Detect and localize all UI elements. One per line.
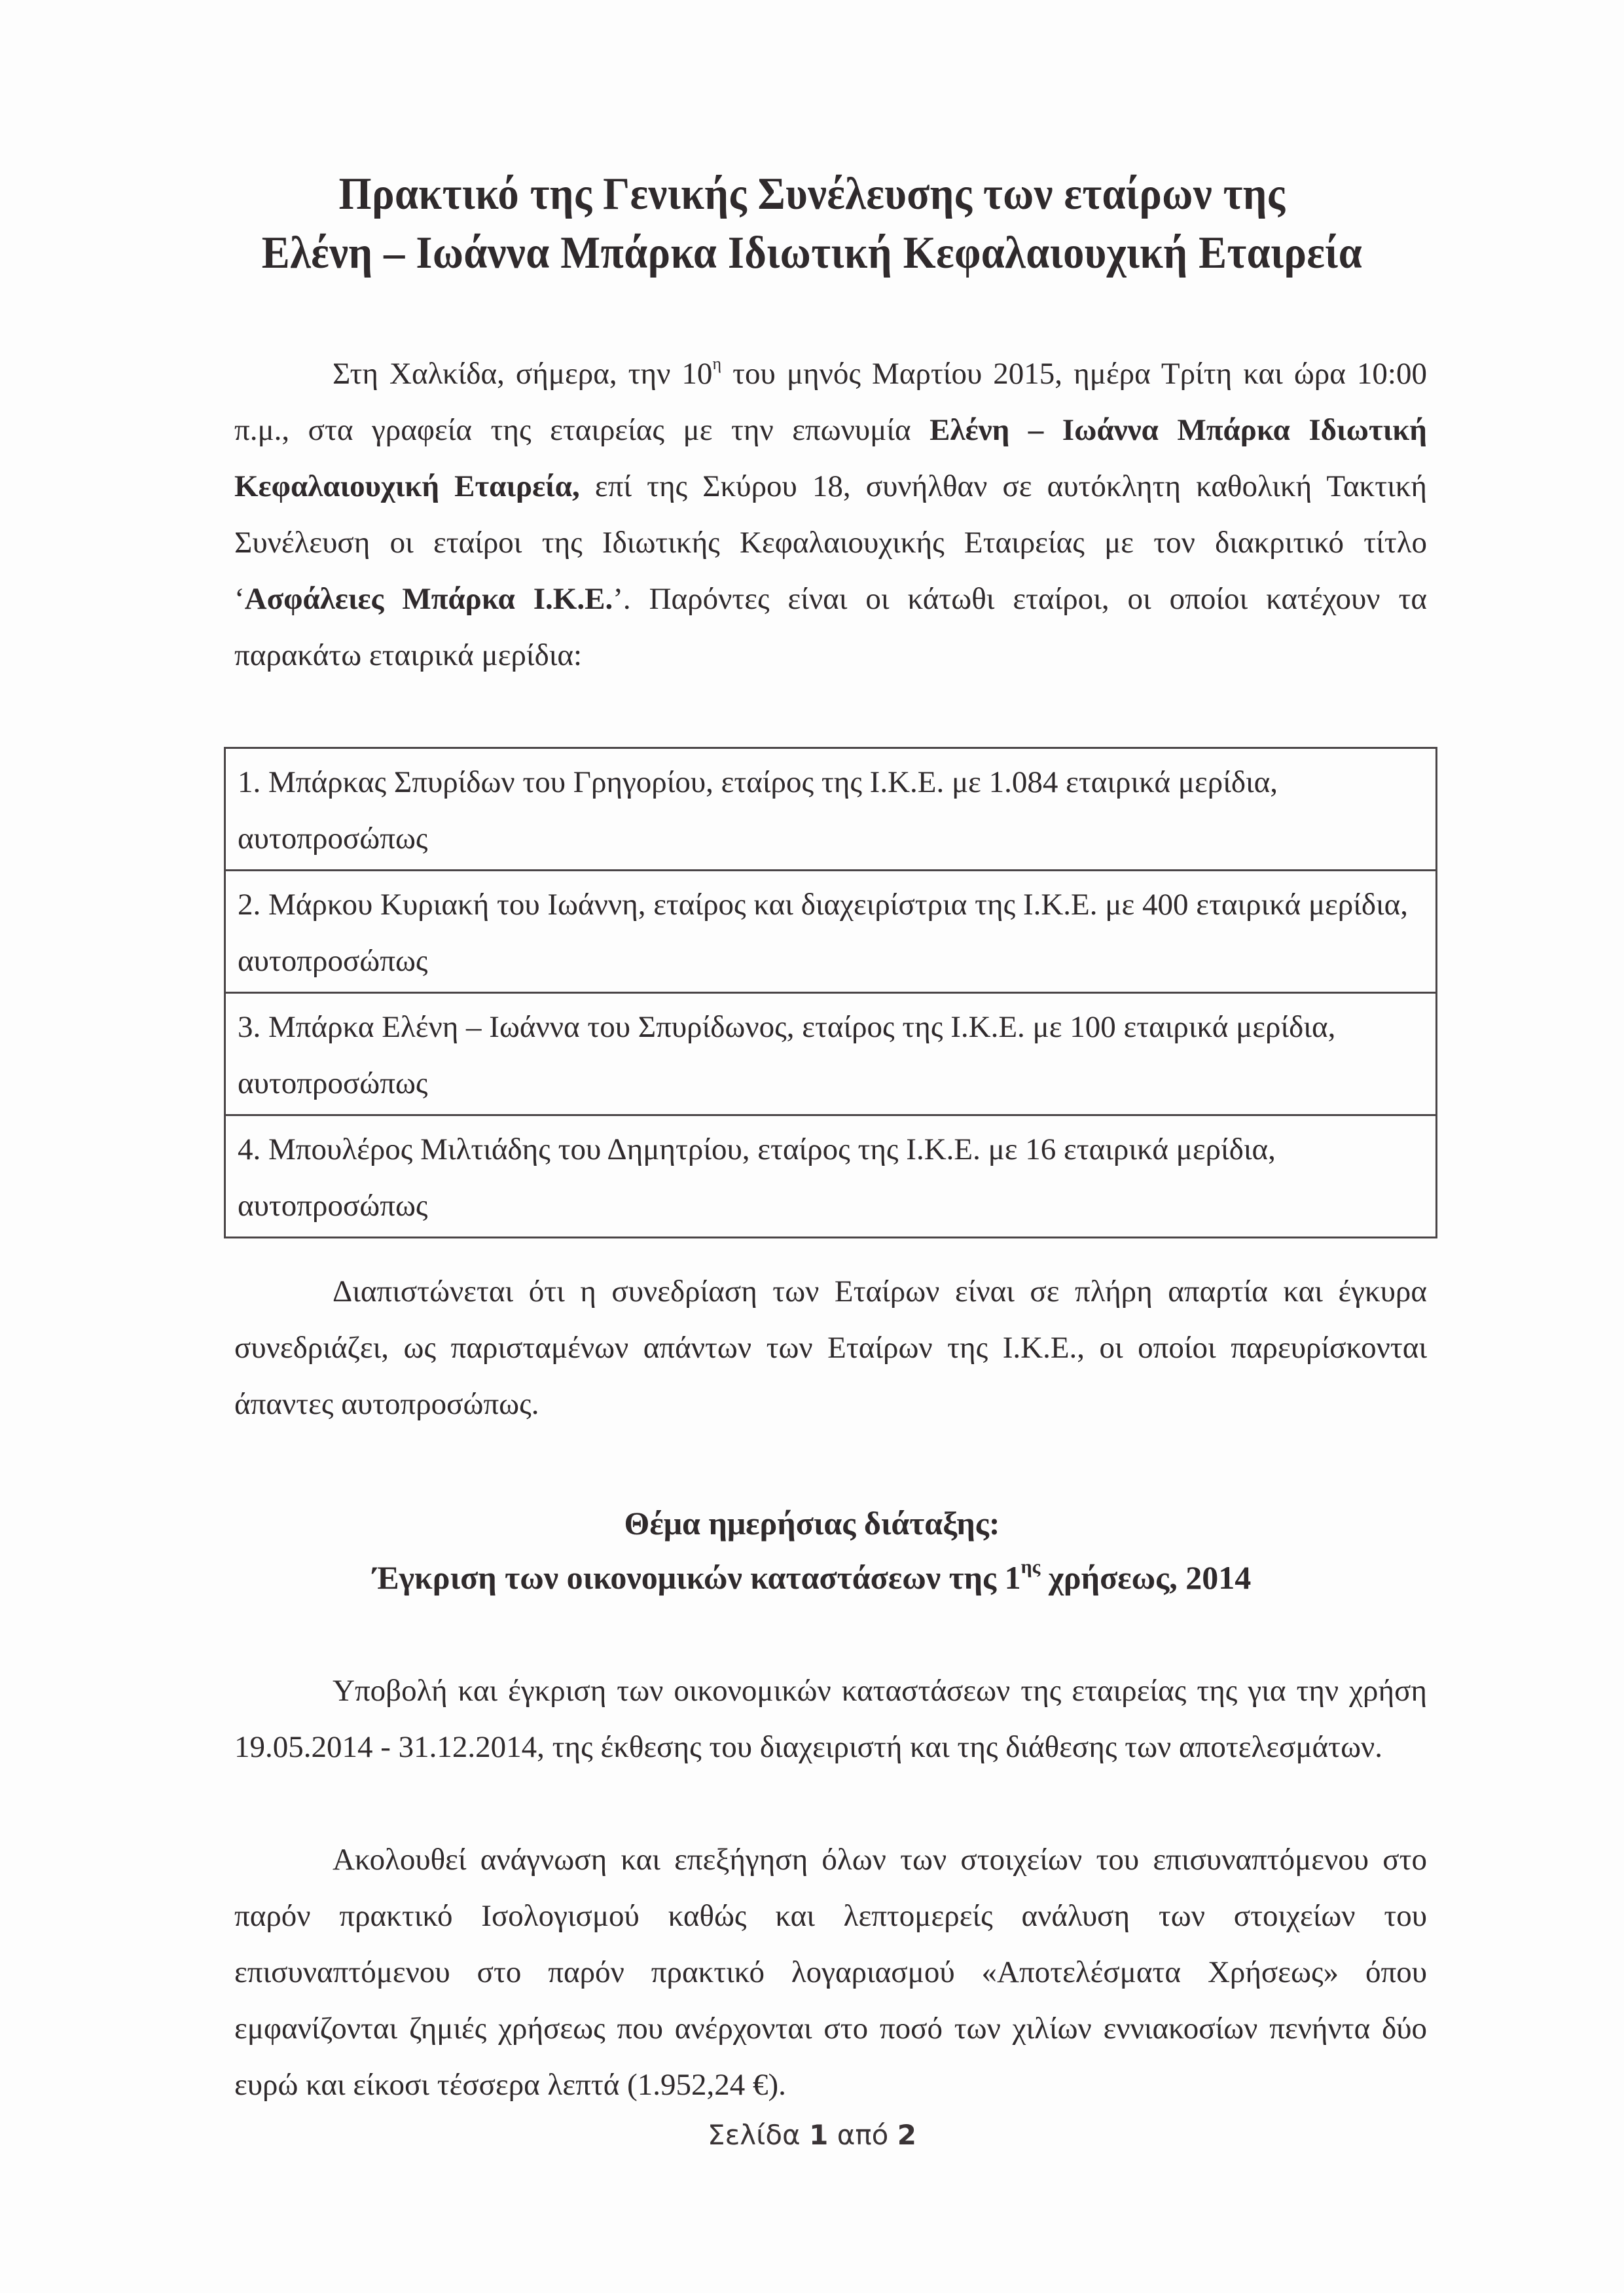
- table-row: [225, 1115, 1437, 1238]
- table-row: [225, 993, 1437, 1115]
- reading-text: Ακολουθεί ανάγνωση και επεξήγηση όλων των στοιχείων του επισυναπτόμενου στο παρόν πρακτικό Ισολογισμού καθώς και λεπτομερείς ανάλυση των στοιχείων του επισυναπτόμενου στο παρόν πρακτικό λογαριασμού «Αποτελέσματα Χρήσεως» όπου εμφανίζονται ζημιές χρήσεως που ανέρχονται στο ποσό των χιλίων εννιακοσίων πενήντα δύο ευρώ και είκοσι τέσσερα λεπτά (1.952,24 €).: [234, 1843, 1427, 2102]
- trade-name: Ασφάλειες Μπάρκα Ι.Κ.Ε.: [244, 582, 613, 616]
- shareholder-cell: [225, 748, 1437, 871]
- page-footer: [0, 2116, 1624, 2155]
- shareholder-cell: [225, 1115, 1437, 1238]
- agenda-item: [0, 1550, 1624, 1605]
- company-name: Ελένη – Ιωάννα Μπάρκα Ιδιωτική Κεφαλαιουχική Εταιρεία,: [234, 413, 1427, 503]
- submission-text: Υποβολή και έγκριση των οικονομικών καταστάσεων της εταιρείας της για την χρήση 19.05.2014 - 31.12.2014, της έκθεσης του διαχειριστή και της διάθεσης των αποτελεσμάτων.: [234, 1674, 1427, 1764]
- quorum-text: Διαπιστώνεται ότι η συνεδρίαση των Εταίρων είναι σε πλήρη απαρτία και έγκυρα συνεδριάζει, ως παρισταμένων απάντων των Εταίρων της Ι.Κ.Ε., οι οποίοι παρευρίσκονται άπαντες αυτοπροσώπως.: [234, 1274, 1427, 1421]
- agenda-item-part-2: χρήσεως, 2014: [1040, 1559, 1252, 1596]
- shareholder-text: Μπουλέρος Μιλτιάδης του Δημητρίου, εταίρος της Ι.Κ.Ε. με 16 εταιρικά μερίδια, αυτοπροσώπως: [238, 1132, 1276, 1223]
- shareholder-number: 3.: [238, 1010, 261, 1044]
- shareholder-text: Μάρκου Κυριακή του Ιωάννη, εταίρος και διαχειρίστρια της Ι.Κ.Ε. με 400 εταιρικά μερίδια, αυτοπροσώπως: [238, 888, 1409, 978]
- agenda-item-part-1: Έγκριση των οικονομικών καταστάσεων της 1: [372, 1559, 1021, 1596]
- quorum-paragraph: [234, 1263, 1427, 1432]
- shareholders-table: [224, 747, 1437, 1238]
- intro-paragraph: [234, 346, 1427, 683]
- shareholder-number: 1.: [238, 765, 261, 799]
- shareholder-cell: [225, 871, 1437, 993]
- intro-text-part-3: επί της Σκύρου 18, συνήλθαν σε αυτόκλητη καθολική Τακτική Συνέλευση οι εταίροι της Ιδιωτικής Κεφαλαιουχικής Εταιρείας με τον διακριτικό τίτλο ‘: [234, 469, 1427, 616]
- document-title-line-1: Πρακτικό της Γενικής Συνέλευσης των εταίρων της: [338, 169, 1286, 219]
- shareholder-number: 2.: [238, 888, 261, 922]
- intro-text-part-1: Στη Χαλκίδα, σήμερα, την 10: [333, 357, 713, 391]
- submission-paragraph: [234, 1663, 1427, 1775]
- intro-text-part-2: του μηνός Μαρτίου 2015, ημέρα Τρίτη και ώρα 10:00 π.μ., στα γραφεία της εταιρείας με την επωνυμία: [234, 357, 1427, 447]
- shareholder-text: Μπάρκας Σπυρίδων του Γρηγορίου, εταίρος της Ι.Κ.Ε. με 1.084 εταιρικά μερίδια, αυτοπροσώπως: [238, 765, 1278, 856]
- shareholder-cell: [225, 993, 1437, 1115]
- ordinal-suffix: η: [712, 354, 722, 373]
- intro-text-part-4: ’. Παρόντες είναι οι κάτωθι εταίροι, οι οποίοι κατέχουν τα παρακάτω εταιρικά μερίδια:: [234, 582, 1427, 672]
- shareholder-text: Μπάρκα Ελένη – Ιωάννα του Σπυρίδωνος, εταίρος της Ι.Κ.Ε. με 100 εταιρικά μερίδια, αυτοπροσώπως: [238, 1010, 1336, 1100]
- of-word: από: [837, 2119, 889, 2151]
- ordinal-suffix: ης: [1020, 1556, 1041, 1578]
- page-word: Σελίδα: [708, 2119, 801, 2151]
- reading-paragraph: [234, 1832, 1427, 2113]
- agenda-heading: Θέμα ημερήσιας διάταξης:: [624, 1505, 1000, 1542]
- total-pages-number: 2: [897, 2119, 916, 2151]
- table-row: [225, 871, 1437, 993]
- document-title-line-2: Ελένη – Ιωάννα Μπάρκα Ιδιωτική Κεφαλαιουχική Εταιρεία: [261, 228, 1363, 278]
- table-row: [225, 748, 1437, 871]
- shareholder-number: 4.: [238, 1132, 261, 1166]
- current-page-number: 1: [809, 2119, 829, 2151]
